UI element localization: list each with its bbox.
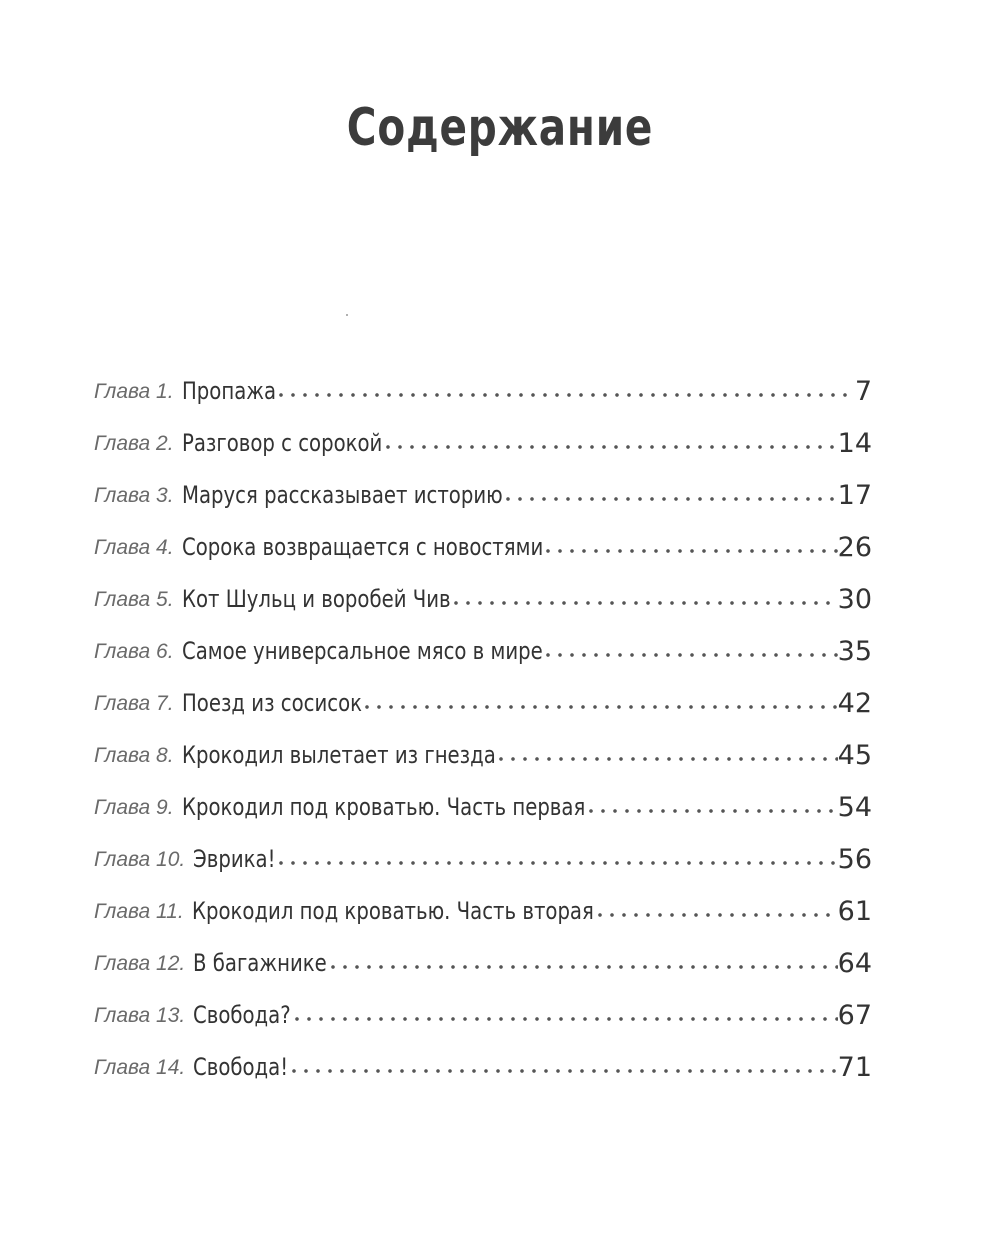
page-number: 26 — [837, 532, 872, 563]
dot-leader — [327, 962, 838, 972]
page-number: 64 — [837, 948, 872, 979]
toc-entry — [94, 512, 872, 564]
toc-entry — [94, 720, 872, 772]
dot-leader — [361, 702, 838, 712]
chapter-title: В багажнике — [193, 949, 327, 977]
page-number: 45 — [837, 740, 872, 771]
toc-entry — [94, 668, 872, 720]
chapter-number: Глава 5. — [94, 588, 174, 611]
chapter-number: Глава 1. — [94, 380, 174, 403]
dot-leader — [275, 390, 854, 400]
page-number: 7 — [854, 376, 872, 407]
dot-leader — [291, 1014, 838, 1024]
chapter-title: Крокодил под кроватью. Часть вторая — [191, 897, 594, 925]
chapter-title: Свобода! — [193, 1053, 289, 1081]
dot-leader — [288, 1066, 837, 1076]
chapter-title: Свобода? — [193, 1001, 291, 1029]
chapter-title: Самое универсальное мясо в мире — [181, 637, 543, 665]
page-number: 42 — [837, 688, 872, 719]
dot-leader — [594, 910, 838, 920]
chapter-number: Глава 11. — [94, 900, 184, 923]
chapter-number: Глава 8. — [94, 744, 174, 767]
toc-entry — [94, 564, 872, 616]
chapter-title: Крокодил под кроватью. Часть первая — [181, 793, 585, 821]
page-number: 14 — [837, 428, 872, 459]
toc-entry — [94, 824, 872, 876]
chapter-number: Глава 2. — [94, 432, 174, 455]
chapter-number: Глава 9. — [94, 796, 174, 819]
paper-speck — [346, 314, 348, 316]
page-title: Содержание — [346, 98, 654, 158]
toc-entry — [94, 1032, 872, 1084]
chapter-title: Пропажа — [181, 377, 276, 405]
dot-leader — [502, 494, 837, 504]
chapter-title: Эврика! — [193, 845, 276, 873]
chapter-number: Глава 3. — [94, 484, 174, 507]
chapter-number: Глава 6. — [94, 640, 174, 663]
chapter-title: Кот Шульц и воробей Чив — [181, 585, 451, 613]
chapter-number: Глава 7. — [94, 692, 174, 715]
page-number: 54 — [837, 792, 872, 823]
chapter-number: Глава 4. — [94, 536, 174, 559]
chapter-title: Разговор с сорокой — [181, 429, 382, 457]
dot-leader — [382, 442, 837, 452]
dot-leader — [585, 806, 838, 816]
page-number: 17 — [837, 480, 872, 511]
chapter-number: Глава 12. — [94, 952, 186, 975]
dot-leader — [275, 858, 837, 868]
toc-entry — [94, 772, 872, 824]
toc-entry — [94, 876, 872, 928]
toc-entry — [94, 408, 872, 460]
page-number: 30 — [837, 584, 872, 615]
page-number: 35 — [837, 636, 872, 667]
toc-entry — [94, 356, 872, 408]
page-number: 71 — [837, 1052, 872, 1083]
toc-entry — [94, 460, 872, 512]
chapter-number: Глава 14. — [94, 1056, 186, 1079]
page-number: 67 — [837, 1000, 872, 1031]
chapter-title: Крокодил вылетает из гнезда — [181, 741, 496, 769]
dot-leader — [542, 650, 837, 660]
chapter-number: Глава 13. — [94, 1004, 186, 1027]
dot-leader — [495, 754, 838, 764]
chapter-number: Глава 10. — [94, 848, 186, 871]
toc-entry — [94, 928, 872, 980]
dot-leader — [450, 598, 838, 608]
table-of-contents — [94, 356, 872, 1084]
chapter-title: Сорока возвращается с новостями — [181, 533, 543, 561]
page-number: 56 — [837, 844, 872, 875]
dot-leader — [542, 546, 837, 556]
chapter-title: Маруся рассказывает историю — [181, 481, 503, 509]
chapter-title: Поезд из сосисок — [181, 689, 362, 717]
toc-entry — [94, 616, 872, 668]
toc-entry — [94, 980, 872, 1032]
page-number: 61 — [837, 896, 872, 927]
